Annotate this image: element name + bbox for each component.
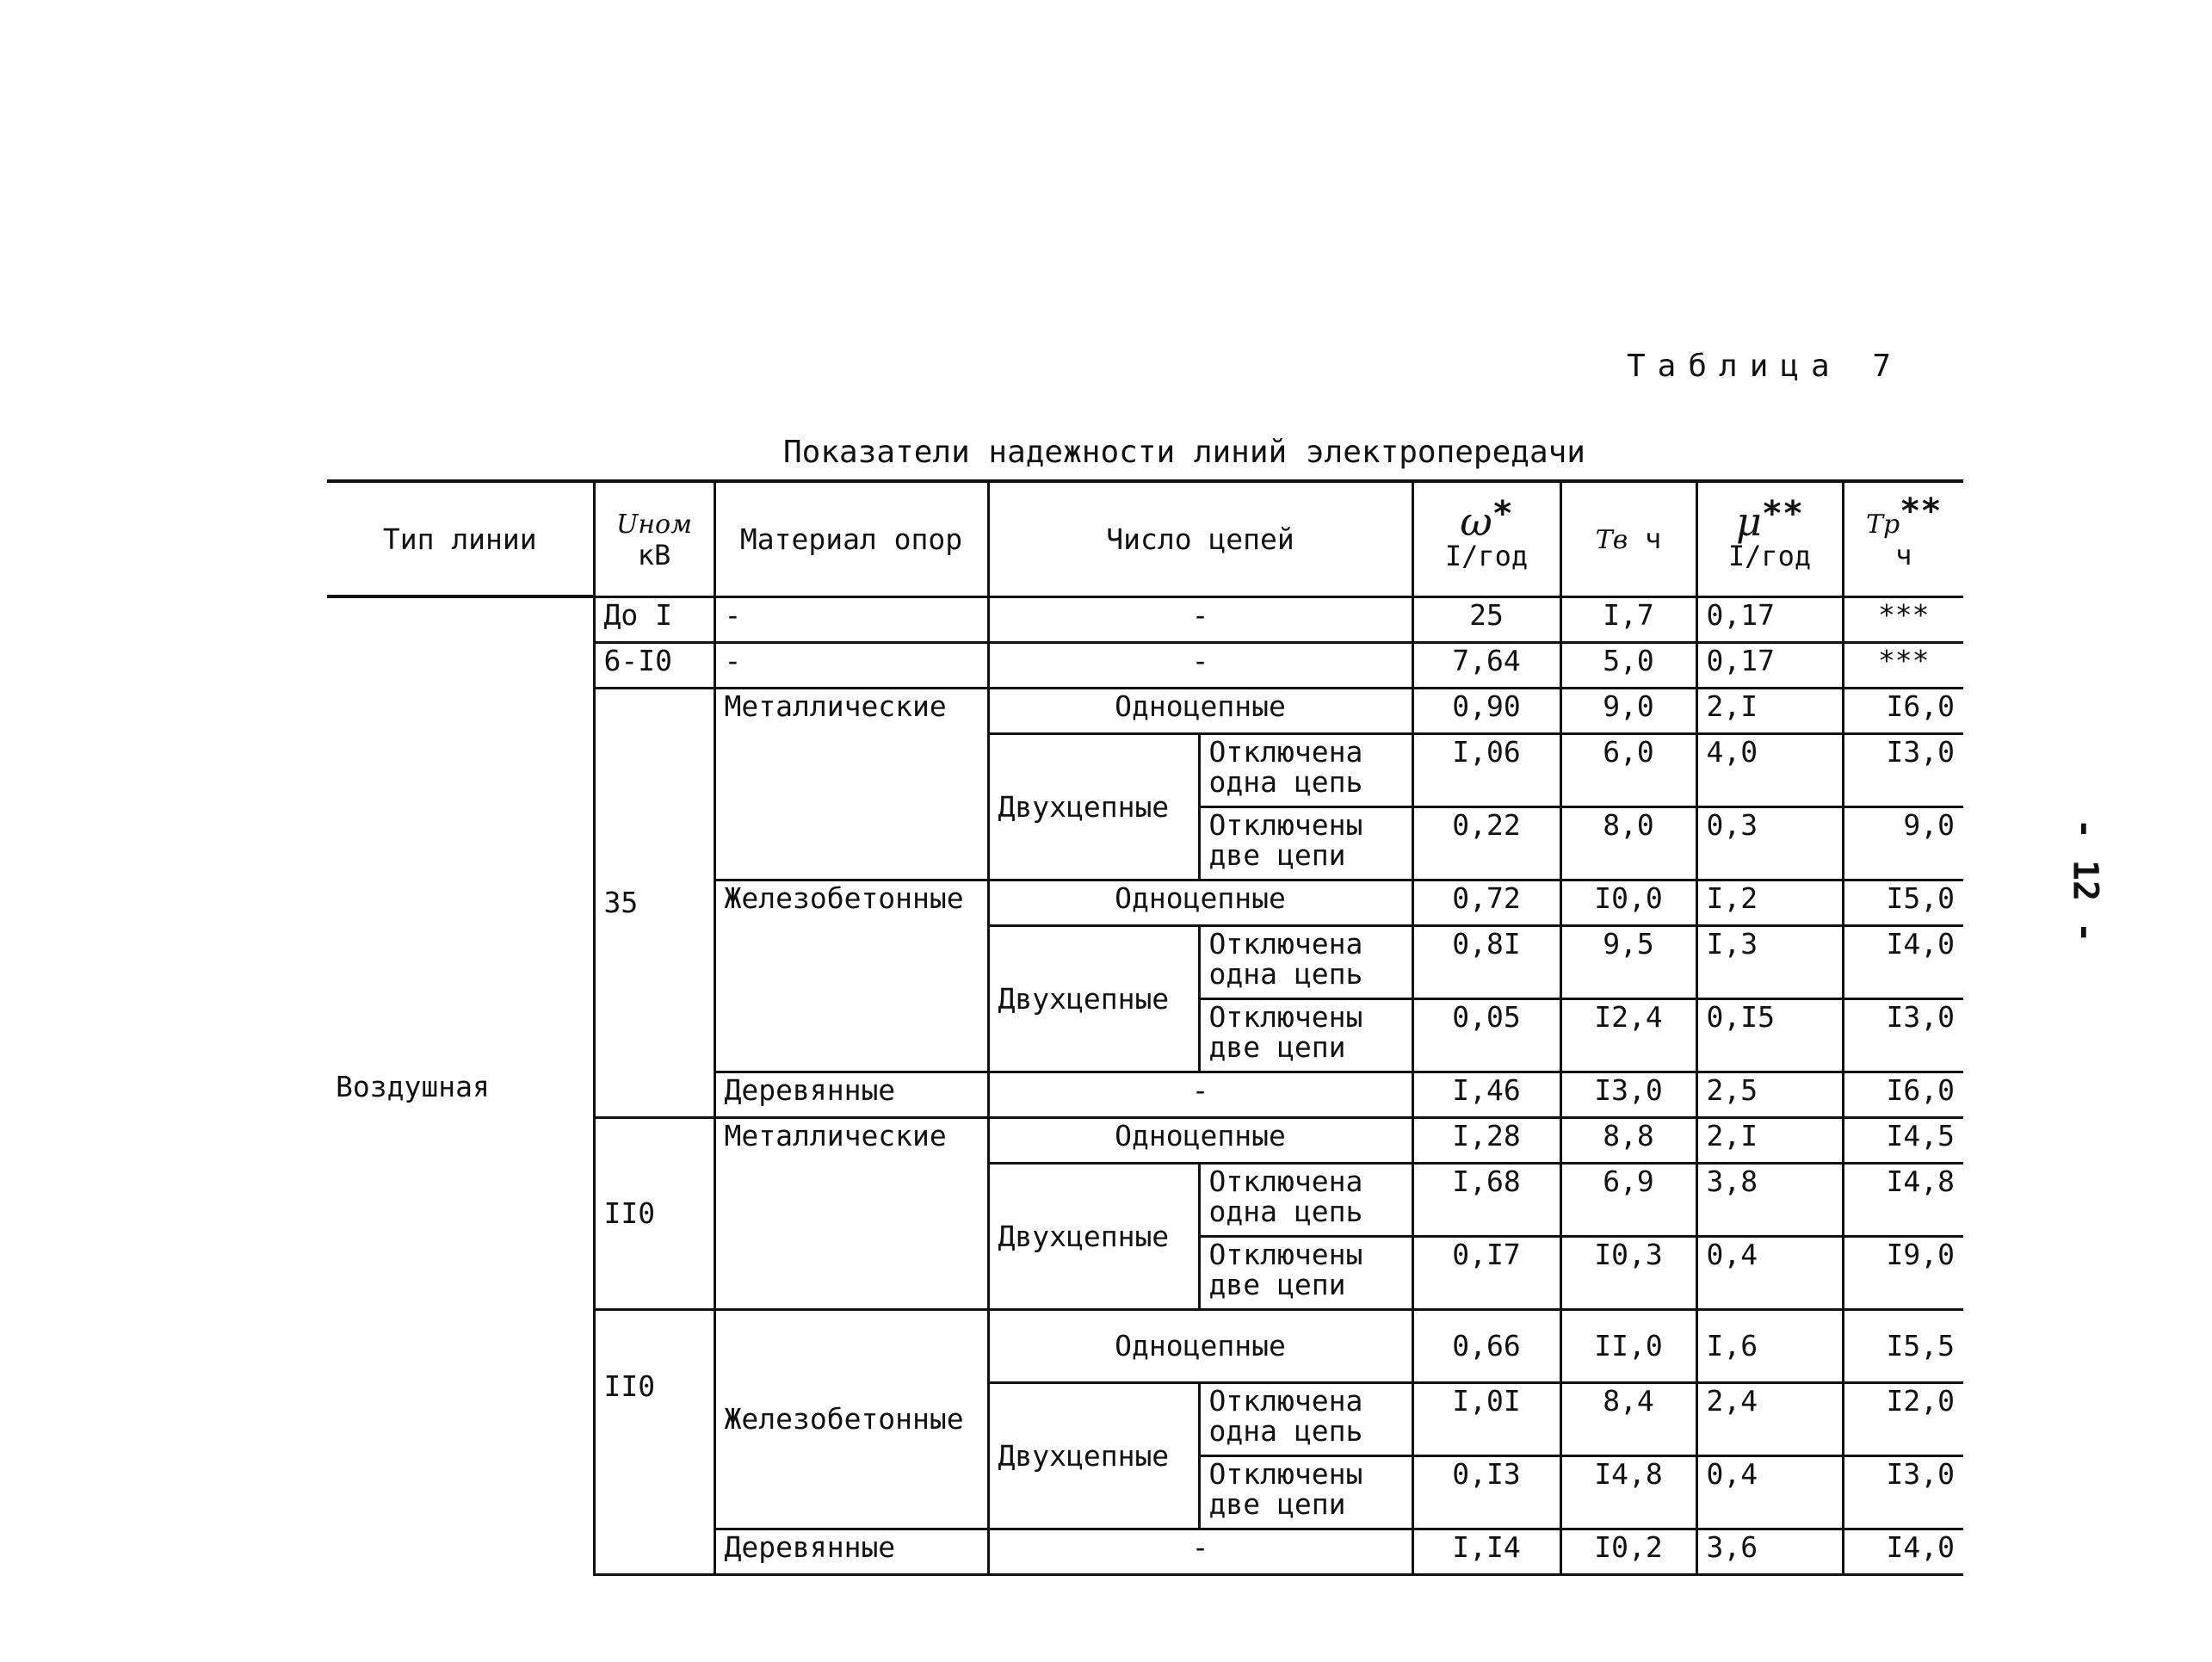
circuits-cell: Двухцепные — [988, 925, 1199, 1072]
omega-cell: 0,8I — [1412, 925, 1560, 998]
header-support-material: Материал опор — [714, 481, 988, 596]
mu-cell: 0,4 — [1696, 1455, 1843, 1529]
omega-cell: I,0I — [1412, 1382, 1560, 1455]
circuit-state-cell: Отключена одна цепь — [1199, 1163, 1412, 1236]
tp-cell: *** — [1843, 642, 1963, 688]
material-cell: Деревянные — [714, 1072, 988, 1117]
tv-cell: I0,3 — [1560, 1236, 1696, 1309]
material-cell: - — [714, 596, 988, 642]
tp-cell: *** — [1843, 596, 1963, 642]
tv-cell: 6,0 — [1560, 733, 1696, 806]
tv-cell: I3,0 — [1560, 1072, 1696, 1117]
tv-cell: I0,2 — [1560, 1529, 1696, 1574]
material-cell: Металлические — [714, 1117, 988, 1309]
mu-cell: 2,5 — [1696, 1072, 1843, 1117]
material-cell: Металлические — [714, 688, 988, 880]
header-circuits: Число цепей — [988, 481, 1412, 596]
material-cell: Железобетонные — [714, 1309, 988, 1529]
circuit-state-cell: Отключена одна цепь — [1199, 733, 1412, 806]
material-cell: Железобетонные — [714, 880, 988, 1072]
circuit-state-cell: Отключены две цепи — [1199, 806, 1412, 880]
tv-cell: 8,0 — [1560, 806, 1696, 880]
tv-cell: I,7 — [1560, 596, 1696, 642]
voltage-cell: II0 — [594, 1117, 714, 1309]
circuits-cell: - — [988, 1072, 1412, 1117]
tp-cell: I5,0 — [1843, 880, 1963, 925]
tv-cell: 5,0 — [1560, 642, 1696, 688]
mu-cell: 0,4 — [1696, 1236, 1843, 1309]
tp-cell: I6,0 — [1843, 1072, 1963, 1117]
mu-cell: 0,I5 — [1696, 998, 1843, 1072]
material-cell: Деревянные — [714, 1529, 988, 1574]
mu-cell: 4,0 — [1696, 733, 1843, 806]
mu-cell: 2,4 — [1696, 1382, 1843, 1455]
circuits-cell: - — [988, 1529, 1412, 1574]
mu-cell: 3,6 — [1696, 1529, 1843, 1574]
line-type-cell: Воздушная — [327, 596, 594, 1574]
header-line-type: Тип линии — [327, 481, 594, 596]
tp-cell: I4,8 — [1843, 1163, 1963, 1236]
tp-cell: I4,0 — [1843, 925, 1963, 998]
circuits-cell: Одноцепные — [988, 688, 1412, 733]
tp-cell: I4,5 — [1843, 1117, 1963, 1163]
tv-cell: 8,8 — [1560, 1117, 1696, 1163]
tp-cell: 9,0 — [1843, 806, 1963, 880]
header-row — [327, 481, 1963, 596]
tv-cell: I0,0 — [1560, 880, 1696, 925]
tp-cell: I6,0 — [1843, 688, 1963, 733]
mu-cell: I,3 — [1696, 925, 1843, 998]
mu-cell: 2,I — [1696, 1117, 1843, 1163]
tp-cell: I9,0 — [1843, 1236, 1963, 1309]
circuit-state-cell: Отключены две цепи — [1199, 998, 1412, 1072]
table-title: Показатели надежности линий электропередачи — [783, 435, 1585, 470]
omega-cell: 7,64 — [1412, 642, 1560, 688]
tv-cell: 6,9 — [1560, 1163, 1696, 1236]
tv-cell: I2,4 — [1560, 998, 1696, 1072]
mu-cell: 3,8 — [1696, 1163, 1843, 1236]
omega-cell: 0,22 — [1412, 806, 1560, 880]
circuit-state-cell: Отключена одна цепь — [1199, 925, 1412, 998]
omega-cell: 0,66 — [1412, 1309, 1560, 1382]
circuits-cell: Двухцепные — [988, 733, 1199, 880]
tp-cell: I3,0 — [1843, 733, 1963, 806]
omega-cell: 25 — [1412, 596, 1560, 642]
material-cell: - — [714, 642, 988, 688]
tp-cell: I5,5 — [1843, 1309, 1963, 1382]
mu-cell: 0,17 — [1696, 642, 1843, 688]
mu-cell: 0,3 — [1696, 806, 1843, 880]
omega-cell: 0,05 — [1412, 998, 1560, 1072]
header-mu: μ** I/год — [1696, 481, 1843, 596]
mu-cell: I,2 — [1696, 880, 1843, 925]
mu-cell: I,6 — [1696, 1309, 1843, 1382]
mu-cell: 0,17 — [1696, 596, 1843, 642]
header-tv: Tв ч — [1560, 481, 1696, 596]
omega-cell: 0,90 — [1412, 688, 1560, 733]
circuits-cell: - — [988, 596, 1412, 642]
omega-cell: I,28 — [1412, 1117, 1560, 1163]
tv-cell: 8,4 — [1560, 1382, 1696, 1455]
reliability-table — [327, 479, 1963, 1576]
page-number: - 12 - — [2065, 818, 2105, 943]
table-number-label: Таблица 7 — [1627, 349, 1904, 384]
circuits-cell: Одноцепные — [988, 1309, 1412, 1382]
circuit-state-cell: Отключена одна цепь — [1199, 1382, 1412, 1455]
tp-cell: I3,0 — [1843, 998, 1963, 1072]
omega-cell: I,68 — [1412, 1163, 1560, 1236]
voltage-cell: 6-I0 — [594, 642, 714, 688]
voltage-cell: II0 — [594, 1309, 714, 1574]
circuits-cell: - — [988, 642, 1412, 688]
voltage-cell: До I — [594, 596, 714, 642]
circuit-state-cell: Отключены две цепи — [1199, 1455, 1412, 1529]
tp-cell: I3,0 — [1843, 1455, 1963, 1529]
tv-cell: I4,8 — [1560, 1455, 1696, 1529]
omega-cell: I,I4 — [1412, 1529, 1560, 1574]
circuits-cell: Двухцепные — [988, 1382, 1199, 1529]
omega-cell: I,46 — [1412, 1072, 1560, 1117]
omega-cell: 0,I7 — [1412, 1236, 1560, 1309]
omega-cell: 0,72 — [1412, 880, 1560, 925]
circuits-cell: Одноцепные — [988, 1117, 1412, 1163]
omega-cell: I,06 — [1412, 733, 1560, 806]
circuits-cell: Одноцепные — [988, 880, 1412, 925]
omega-cell: 0,I3 — [1412, 1455, 1560, 1529]
header-omega: ω* I/год — [1412, 481, 1560, 596]
table-row — [327, 596, 1963, 642]
mu-cell: 2,I — [1696, 688, 1843, 733]
circuit-state-cell: Отключены две цепи — [1199, 1236, 1412, 1309]
voltage-cell: 35 — [594, 688, 714, 1117]
header-tp: Tр** ч — [1843, 481, 1963, 596]
tp-cell: I2,0 — [1843, 1382, 1963, 1455]
tp-cell: I4,0 — [1843, 1529, 1963, 1574]
tv-cell: 9,5 — [1560, 925, 1696, 998]
tv-cell: II,0 — [1560, 1309, 1696, 1382]
circuits-cell: Двухцепные — [988, 1163, 1199, 1309]
header-u-nom: Uном кВ — [594, 481, 714, 596]
tv-cell: 9,0 — [1560, 688, 1696, 733]
